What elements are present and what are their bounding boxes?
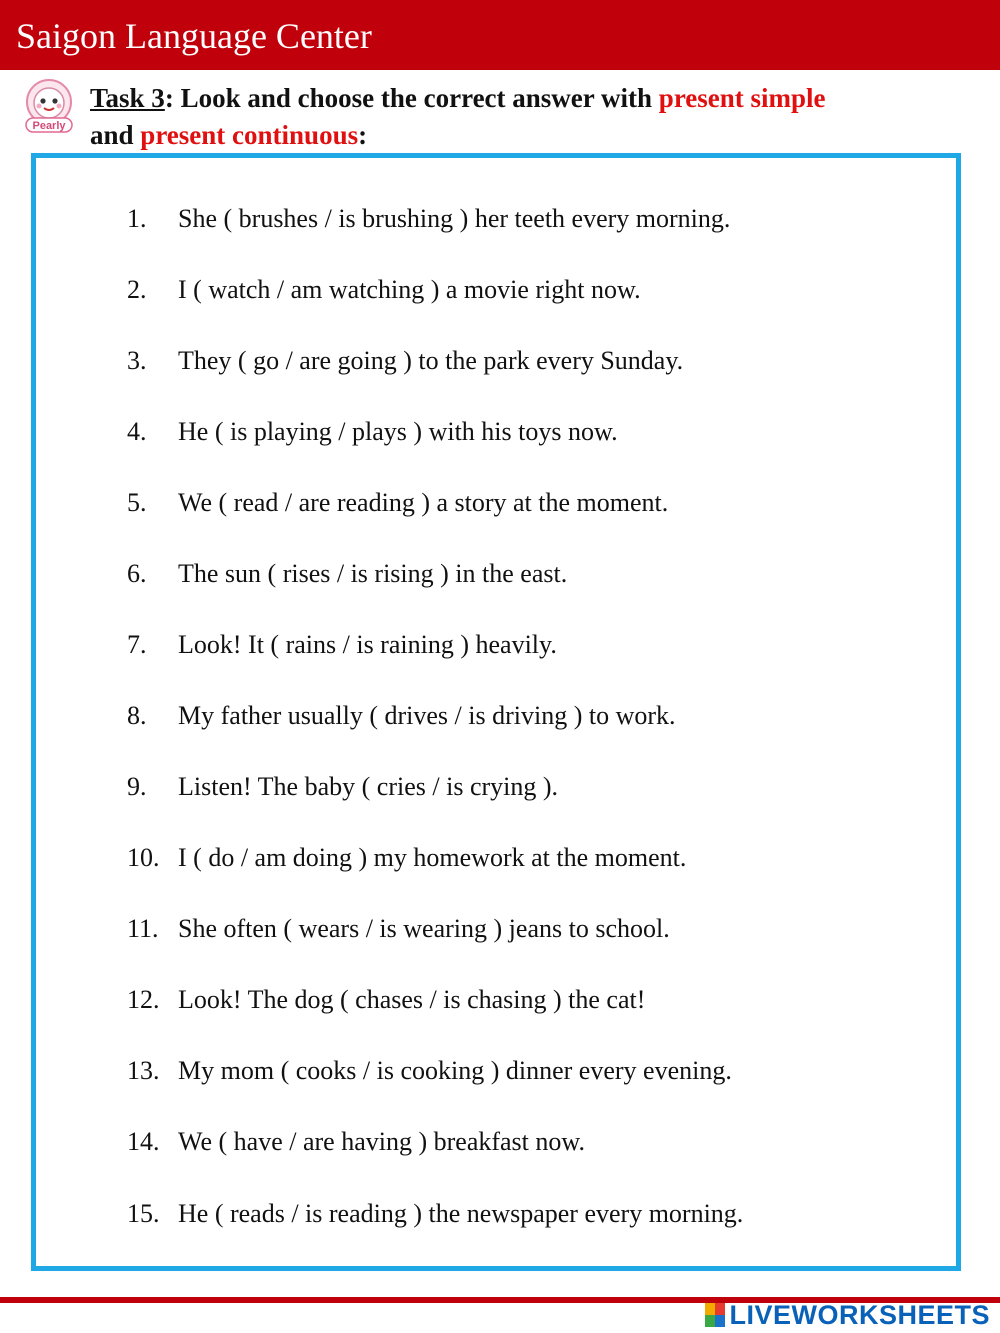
exercise-item-3[interactable]: 3. They ( go / are going ) to the park every Sunday. [127,346,684,375]
task-label: Task 3 [90,83,165,113]
exercise-item-15[interactable]: 15. He ( reads / is reading ) the newspaper every morning. [127,1199,744,1228]
task-instruction [90,80,970,154]
center-title: Saigon Language Center [16,16,372,56]
exercise-item-8[interactable]: 8. My father usually ( drives / is driving ) to work. [127,701,676,730]
exercise-text: My father usually ( drives / is driving ) to work. [178,701,676,730]
exercise-text: He ( reads / is reading ) the newspaper every morning. [178,1199,744,1228]
header-bar [0,0,1000,70]
task-text-1: Look and choose the correct answer with [173,83,659,113]
exercise-text: They ( go / are going ) to the park every Sunday. [178,346,684,375]
exercise-text: He ( is playing / plays ) with his toys now. [178,417,618,446]
exercise-item-6[interactable]: 6. The sun ( rises / is rising ) in the east. [127,559,568,588]
pearly-mascot-icon [20,78,78,136]
exercise-item-1[interactable]: 1. She ( brushes / is brushing ) her teeth every morning. [127,204,731,233]
exercise-text: We ( have / are having ) breakfast now. [178,1127,585,1156]
present-simple-highlight: present simple [658,83,826,113]
svg-text:Pearly: Pearly [32,120,66,132]
present-continuous-highlight: present continuous [140,120,359,150]
exercise-item-9[interactable]: 9. Listen! The baby ( cries / is crying ). [127,772,559,801]
exercise-item-11[interactable]: 11. She often ( wears / is wearing ) jeans to school. [127,914,670,943]
exercise-text: We ( read / are reading ) a story at the moment. [178,488,669,517]
exercise-text: Look! It ( rains / is raining ) heavily. [178,630,557,659]
exercise-item-2[interactable]: 2. I ( watch / am watching ) a movie right now. [127,275,641,304]
exercise-item-5[interactable]: 5. We ( read / are reading ) a story at the moment. [127,488,669,517]
exercise-text: Listen! The baby ( cries / is crying ). [178,772,559,801]
exercise-text: I ( watch / am watching ) a movie right now. [178,275,641,304]
exercise-text: She often ( wears / is wearing ) jeans to school. [178,914,670,943]
liveworksheets-logo-icon [705,1303,725,1327]
exercise-item-7[interactable]: 7. Look! It ( rains / is raining ) heavily. [127,630,557,659]
task-colon: : [164,83,174,113]
exercise-text: I ( do / am doing ) my homework at the moment. [178,843,687,872]
liveworksheets-brand[interactable] [705,1300,990,1330]
exercise-text: My mom ( cooks / is cooking ) dinner every evening. [178,1056,732,1085]
exercise-item-10[interactable]: 10. I ( do / am doing ) my homework at the moment. [127,843,687,872]
exercise-text: The sun ( rises / is rising ) in the east. [178,559,568,588]
exercise-item-12[interactable]: 12. Look! The dog ( chases / is chasing ) the cat! [127,985,646,1014]
exercise-text: Look! The dog ( chases / is chasing ) the cat! [178,985,646,1014]
exercise-item-13[interactable]: 13. My mom ( cooks / is cooking ) dinner every evening. [127,1056,732,1085]
exercise-text: She ( brushes / is brushing ) her teeth every morning. [178,204,731,233]
task-text-3: : [358,120,368,150]
task-text-2: and [90,120,141,150]
exercise-item-14[interactable]: 14. We ( have / are having ) breakfast now. [127,1127,585,1156]
brand-name: LIVEWORKSHEETS [729,1299,990,1330]
exercise-item-4[interactable]: 4. He ( is playing / plays ) with his toys now. [127,417,618,446]
